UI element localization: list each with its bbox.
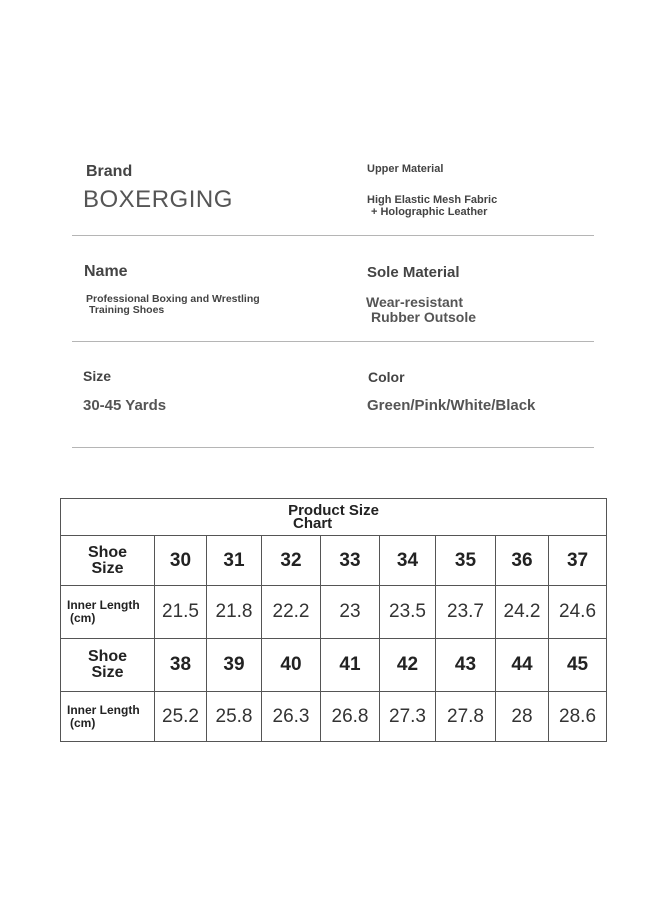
inner-length-cell: 23 [321,586,380,639]
divider [72,341,594,342]
upper-material-value [367,194,497,218]
divider [72,235,594,236]
upper-material-label: Upper Material [367,163,444,175]
inner-length-cell: 26.8 [321,692,380,742]
size-chart-table [60,498,607,742]
shoe-size-cell: 41 [321,639,380,692]
inner-length-cell: 26.3 [262,692,321,742]
inner-length-header-line1: Inner Length [67,598,140,612]
shoe-size-cell: 45 [549,639,607,692]
upper-material-value-line2: + Holographic Leather [371,206,488,218]
shoe-size-cell: 34 [380,536,436,586]
shoe-size-cell: 40 [262,639,321,692]
inner-length-header [61,692,155,742]
shoe-size-cell: 37 [549,536,607,586]
inner-length-cell: 24.6 [549,586,607,639]
inner-length-header-line2: (cm) [70,715,96,730]
inner-length-cell: 28.6 [549,692,607,742]
shoe-size-cell: 39 [207,639,262,692]
shoe-size-cell: 32 [262,536,321,586]
shoe-size-header-line1: Shoe [87,648,128,665]
shoe-size-cell: 35 [436,536,496,586]
inner-length-cell: 21.8 [207,586,262,639]
shoe-size-header [61,639,155,692]
inner-length-cell: 27.8 [436,692,496,742]
inner-length-cell: 24.2 [496,586,549,639]
upper-material-value-line1: High Elastic Mesh Fabric [367,194,498,206]
shoe-size-cell: 38 [155,639,207,692]
sole-material-value [366,295,476,325]
inner-length-cell: 23.7 [436,586,496,639]
size-label: Size [83,368,112,384]
inner-length-cell: 25.8 [207,692,262,742]
name-value-line2: Training Shoes [89,304,165,316]
color-label: Color [368,369,405,385]
shoe-size-header-line2: Size [91,559,124,577]
shoe-size-cell: 36 [496,536,549,586]
inner-length-cell: 22.2 [262,586,321,639]
inner-length-cell: 21.5 [155,586,207,639]
shoe-size-cell: 44 [496,639,549,692]
inner-length-cell: 25.2 [155,692,207,742]
name-label: Name [84,263,128,280]
inner-length-cell: 27.3 [380,692,436,742]
shoe-size-header-line1: Shoe [87,543,128,561]
inner-length-cell: 28 [496,692,549,742]
shoe-size-header [61,536,155,586]
inner-length-cell: 23.5 [380,586,436,639]
inner-length-header [61,586,155,639]
inner-length-header-line2: (cm) [70,611,96,625]
divider [72,447,594,448]
size-chart-title-line1: Product Size [288,502,379,519]
name-value [86,294,260,316]
color-value: Green/Pink/White/Black [367,397,536,414]
sole-material-value-line1: Wear-resistant [366,294,464,310]
shoe-size-cell: 42 [380,639,436,692]
sole-material-value-line2: Rubber Outsole [371,309,477,325]
size-chart-title-line2: Chart [293,515,333,532]
shoe-size-cell: 30 [155,536,207,586]
shoe-size-cell: 31 [207,536,262,586]
shoe-size-cell: 43 [436,639,496,692]
name-value-line1: Professional Boxing and Wrestling [86,293,260,305]
size-value: 30-45 Yards [83,397,167,414]
inner-length-header-line1: Inner Length [67,702,140,717]
brand-value: BOXERGING [83,186,233,213]
shoe-size-cell: 33 [321,536,380,586]
sole-material-label: Sole Material [367,264,460,281]
size-chart-title [61,499,607,536]
brand-label: Brand [86,163,133,180]
shoe-size-header-line2: Size [91,664,124,681]
